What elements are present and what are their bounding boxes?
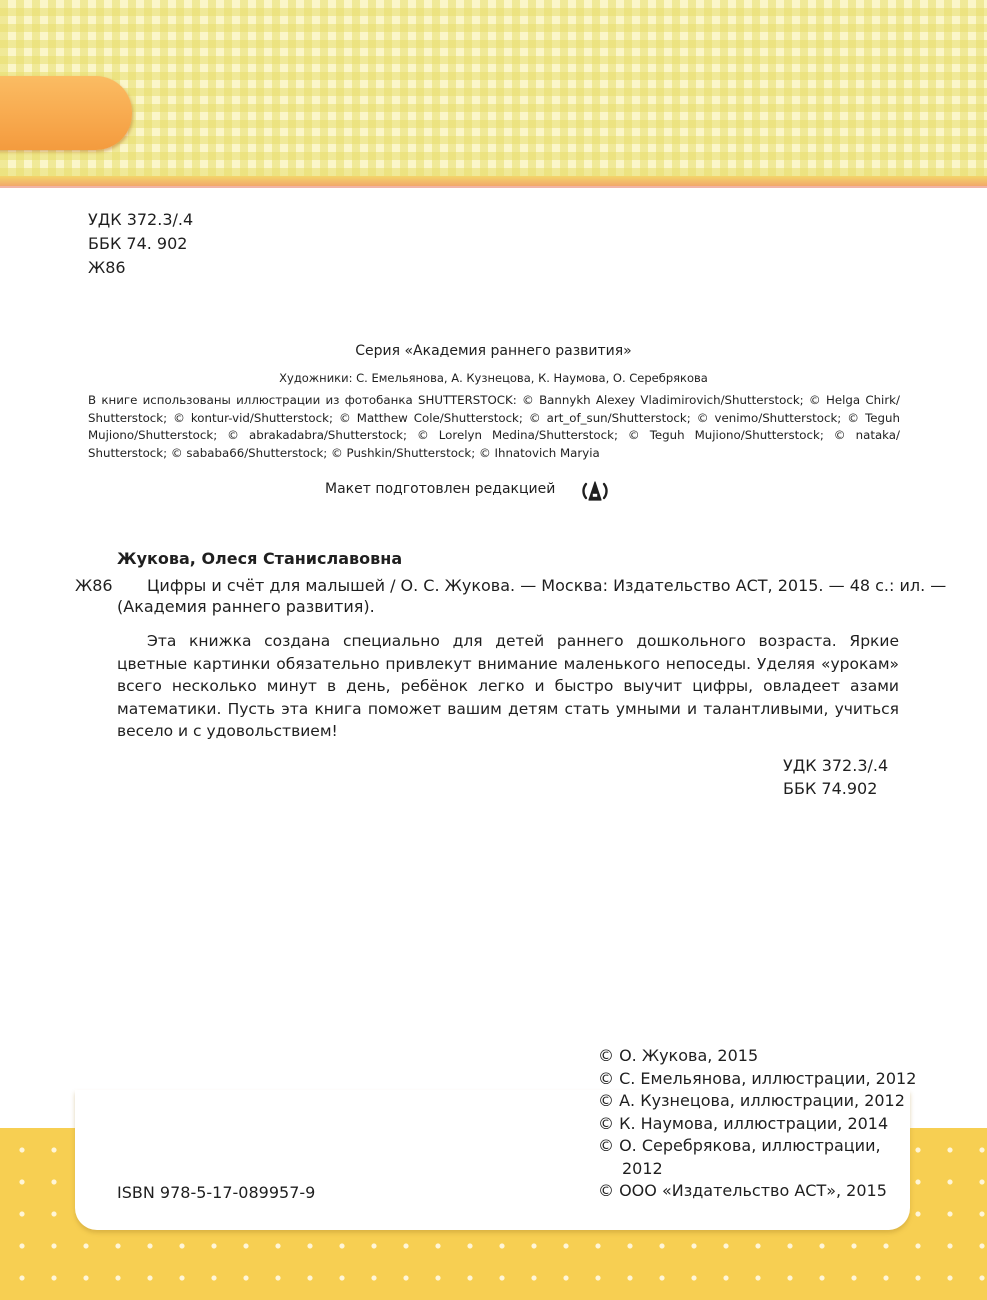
udk-code-right: УДК 372.3/.4 [783,756,889,775]
author-heading: Жукова, Олеся Станиславовна [117,549,403,568]
bbk-code: ББК 74. 902 [88,234,188,253]
artists-line: Художники: С. Емельянова, А. Кузнецова, К. Наумова, О. Серебрякова [279,371,708,385]
annotation-paragraph: Эта книжка создана специально для детей раннего дошкольного возраста. Яркие цветные картинки обязательно привлекут внимание маленького непоседы. Уделяя «урокам» всего несколько минут в день, ребёнок легко и быстро выучит цифры, овладеет азами математики. Пусть эта книга поможет вашим детям стать умными и талантливыми, учиться весело и с удовольствием! [117,632,899,740]
author-mark: Ж86 [88,258,126,277]
gingham-header-band [0,0,987,180]
orange-bookmark-tab [0,76,132,150]
publisher-logo-icon [582,478,608,504]
maket-line: Макет подготовлен редакцией [325,481,556,497]
copyright-list [598,1045,918,1203]
header-edge-stripe [0,176,987,188]
udk-block-right [783,754,888,800]
copyright-line: © О. Жукова, 2015 [598,1046,759,1065]
isbn-number: ISBN 978-5-17-089957-9 [117,1183,316,1202]
udk-code: УДК 372.3/.4 [88,210,194,229]
copyright-line: © С. Емельянова, иллюстрации, 2012 [598,1068,917,1088]
bbk-code-right: ББК 74.902 [783,779,878,798]
copyright-line-continued: 2012 [622,1158,663,1178]
illustration-credits: В книге использованы иллюстрации из фотобанка SHUTTERSTOCK: © Bannykh Alexey Vladimirovich/Shutterstock; © Helga Chirk/ Shutterstock; © kontur-vid/Shutterstock; © Matthew Cole/Shutterstock; © art_of_sun/Shutterstock; © venimo/Shutterstock; © Teguh Mujiono/Shutterstock; © abrakadabra/Shutterstock; © Lorelyn Medina/Shutterstock; © Teguh Mujiono/Shutterstock; © nataka/ Shutterstock; © sababa66/Shutterstock; © Pushkin/Shutterstock; © Ihnatovich Maryia [88,393,900,460]
copyright-line: © К. Наумова, иллюстрации, 2014 [598,1113,889,1133]
catalog-entry-line2: (Академия раннего развития). [117,597,375,616]
series-title: Серия «Академия раннего развития» [355,343,632,359]
copyright-line: © О. Серебрякова, иллюстрации, [598,1136,881,1155]
copyright-line: © ООО «Издательство АСТ», 2015 [598,1181,887,1200]
catalog-entry-line1: Цифры и счёт для малышей / О. С. Жукова. — Москва: Издательство АСТ, 2015. — 48 с.: ил. — [147,576,947,595]
udk-block-top [88,208,193,280]
copyright-line: © А. Кузнецова, иллюстрации, 2012 [598,1091,905,1110]
catalog-code: Ж86 [75,576,113,595]
